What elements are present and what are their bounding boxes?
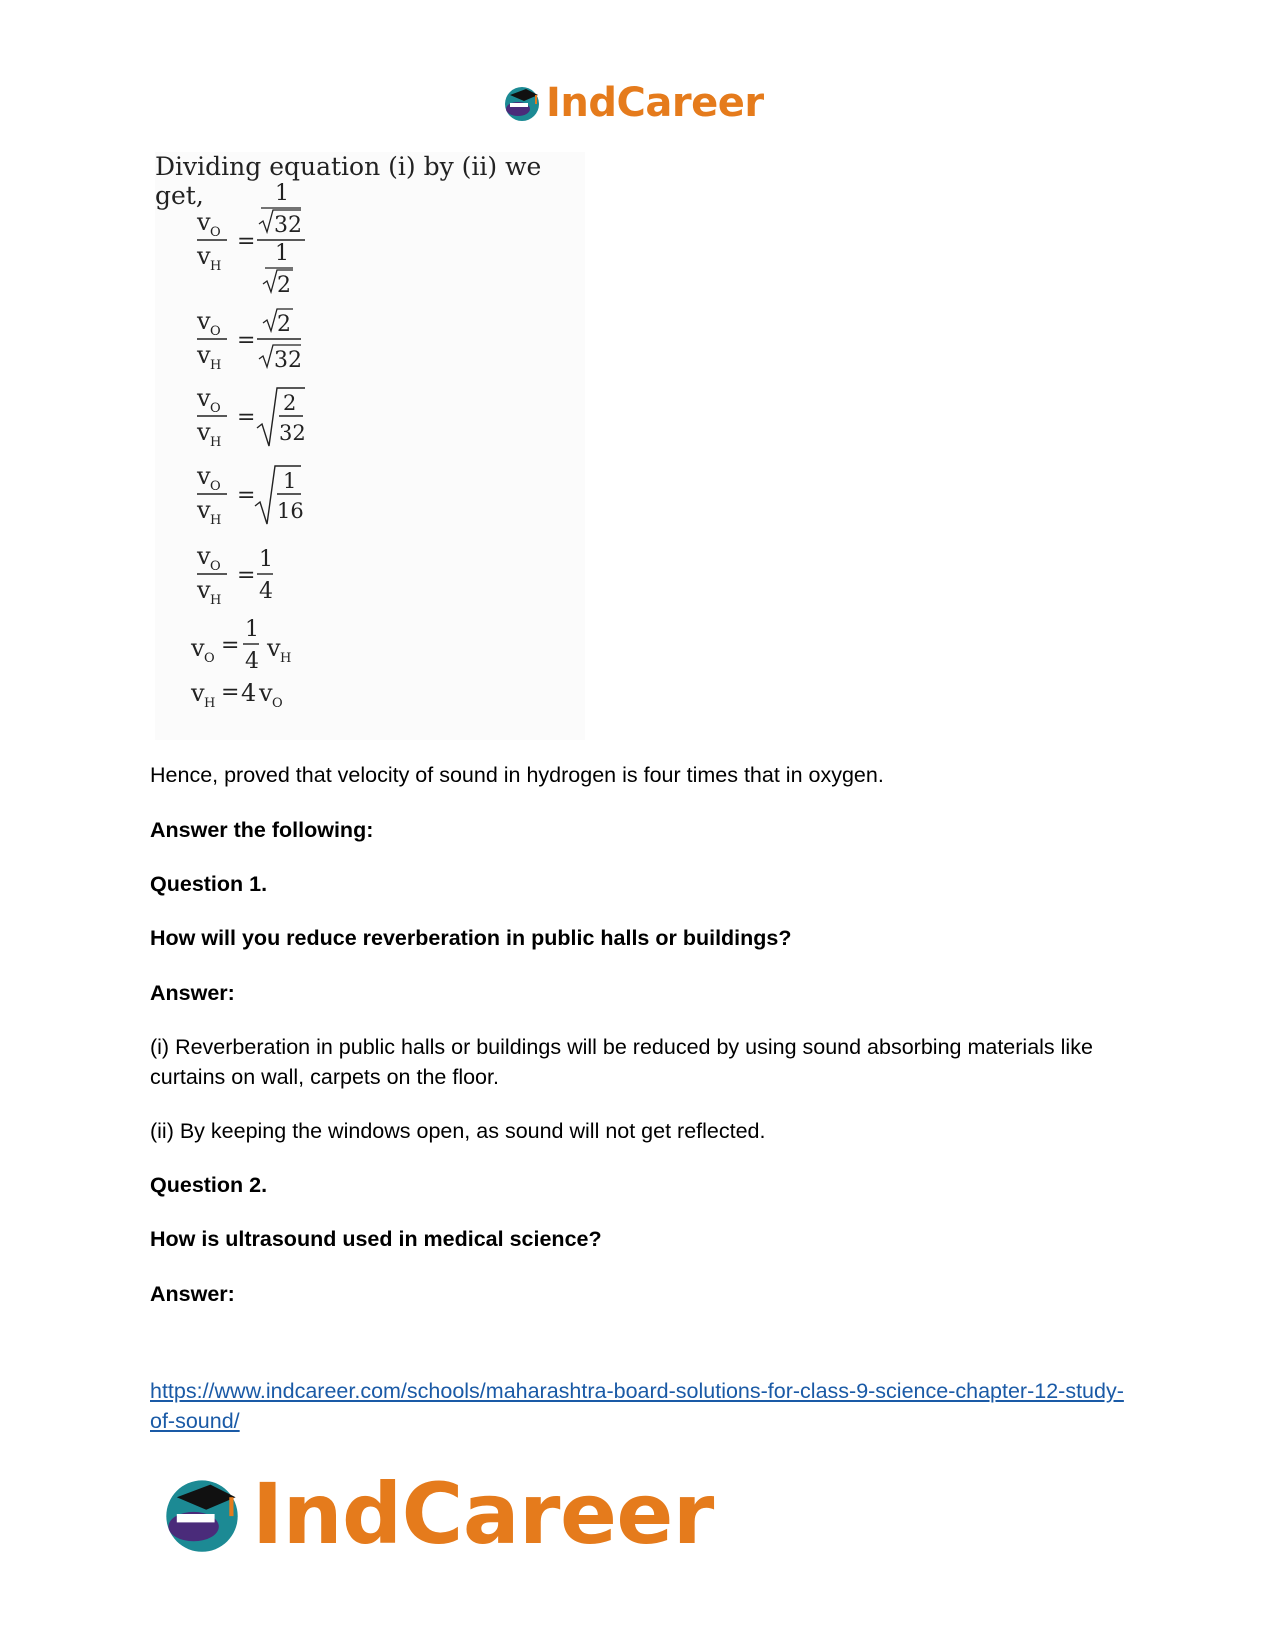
svg-text:H: H bbox=[204, 696, 216, 711]
question-2-text: How is ultrasound used in medical science? bbox=[150, 1227, 602, 1251]
answer-1-label: Answer: bbox=[150, 981, 235, 1005]
svg-text:2: 2 bbox=[277, 273, 291, 298]
svg-text:32: 32 bbox=[274, 213, 302, 238]
svg-text:16: 16 bbox=[277, 499, 304, 523]
svg-text:=: = bbox=[237, 483, 256, 508]
svg-text:1: 1 bbox=[283, 469, 297, 493]
answer-1-part-1: (i) Reverberation in public halls or buildings will be reduced by using sound absorbing materials like curtains on wall, carpets on the floor. bbox=[150, 1035, 1093, 1089]
svg-text:v: v bbox=[191, 634, 205, 662]
svg-text:32: 32 bbox=[274, 348, 302, 373]
svg-text:1: 1 bbox=[275, 241, 289, 266]
question-1-label: Question 1. bbox=[150, 872, 268, 896]
svg-text:32: 32 bbox=[279, 421, 306, 445]
svg-text:H: H bbox=[210, 259, 222, 274]
svg-text:2: 2 bbox=[277, 312, 291, 337]
graduation-cap-globe-icon bbox=[160, 1472, 244, 1556]
svg-text:v: v bbox=[267, 634, 281, 662]
derivation-intro: Dividing equation (i) by (ii) we get, bbox=[155, 152, 542, 210]
svg-text:2: 2 bbox=[283, 391, 297, 415]
svg-text:=: = bbox=[221, 633, 240, 658]
equation-7 bbox=[191, 677, 351, 727]
answer-1-part-2: (ii) By keeping the windows open, as sound will not get reflected. bbox=[150, 1119, 766, 1143]
svg-text:H: H bbox=[210, 513, 222, 528]
equation-2 bbox=[197, 307, 357, 377]
equation-6 bbox=[191, 612, 351, 682]
brand-name: IndCareer bbox=[252, 1465, 714, 1563]
svg-text:v: v bbox=[197, 496, 211, 524]
svg-text:1: 1 bbox=[275, 181, 289, 206]
equation-5 bbox=[197, 542, 357, 612]
svg-text:=: = bbox=[237, 328, 256, 353]
svg-text:v: v bbox=[197, 384, 211, 412]
source-link[interactable]: https://www.indcareer.com/schools/maharashtra-board-solutions-for-class-9-science-chapter-12-study-of-sound/ bbox=[150, 1379, 1124, 1433]
svg-text:1: 1 bbox=[245, 617, 259, 642]
svg-text:=: = bbox=[237, 229, 256, 254]
svg-text:O: O bbox=[210, 559, 221, 574]
question-2-label: Question 2. bbox=[150, 1173, 268, 1197]
derivation-figure bbox=[155, 152, 585, 740]
svg-text:4: 4 bbox=[259, 579, 273, 604]
svg-text:v: v bbox=[197, 576, 211, 604]
footer-logo[interactable] bbox=[160, 1465, 714, 1563]
brand-name: IndCareer bbox=[546, 80, 764, 126]
equation-3 bbox=[197, 384, 357, 454]
svg-text:v: v bbox=[197, 341, 211, 369]
svg-text:H: H bbox=[210, 593, 222, 608]
svg-text:=: = bbox=[221, 680, 240, 705]
header-logo[interactable] bbox=[502, 80, 764, 126]
svg-text:O: O bbox=[210, 324, 221, 339]
svg-text:O: O bbox=[210, 479, 221, 494]
svg-text:v: v bbox=[259, 679, 273, 707]
svg-text:4: 4 bbox=[241, 679, 257, 707]
equation-1 bbox=[197, 180, 357, 300]
question-1-text: How will you reduce reverberation in public halls or buildings? bbox=[150, 926, 792, 950]
graduation-cap-globe-icon bbox=[502, 83, 542, 123]
svg-text:H: H bbox=[210, 435, 222, 450]
svg-text:v: v bbox=[191, 679, 205, 707]
svg-text:=: = bbox=[237, 563, 256, 588]
svg-text:=: = bbox=[237, 405, 256, 430]
svg-text:H: H bbox=[280, 651, 292, 666]
svg-text:1: 1 bbox=[259, 547, 273, 572]
conclusion-text: Hence, proved that velocity of sound in hydrogen is four times that in oxygen. bbox=[150, 763, 884, 787]
svg-text:v: v bbox=[197, 242, 211, 270]
svg-text:O: O bbox=[204, 651, 215, 666]
svg-text:v: v bbox=[197, 542, 211, 570]
answer-2-label: Answer: bbox=[150, 1282, 235, 1306]
section-heading: Answer the following: bbox=[150, 818, 374, 842]
svg-text:v: v bbox=[197, 462, 211, 490]
svg-text:v: v bbox=[197, 418, 211, 446]
svg-text:O: O bbox=[272, 696, 283, 711]
svg-text:H: H bbox=[210, 358, 222, 373]
svg-text:v: v bbox=[197, 307, 211, 335]
equation-4 bbox=[197, 462, 357, 532]
svg-text:O: O bbox=[210, 401, 221, 416]
svg-text:4: 4 bbox=[245, 649, 259, 674]
svg-text:O: O bbox=[210, 225, 221, 240]
svg-text:v: v bbox=[197, 208, 211, 236]
